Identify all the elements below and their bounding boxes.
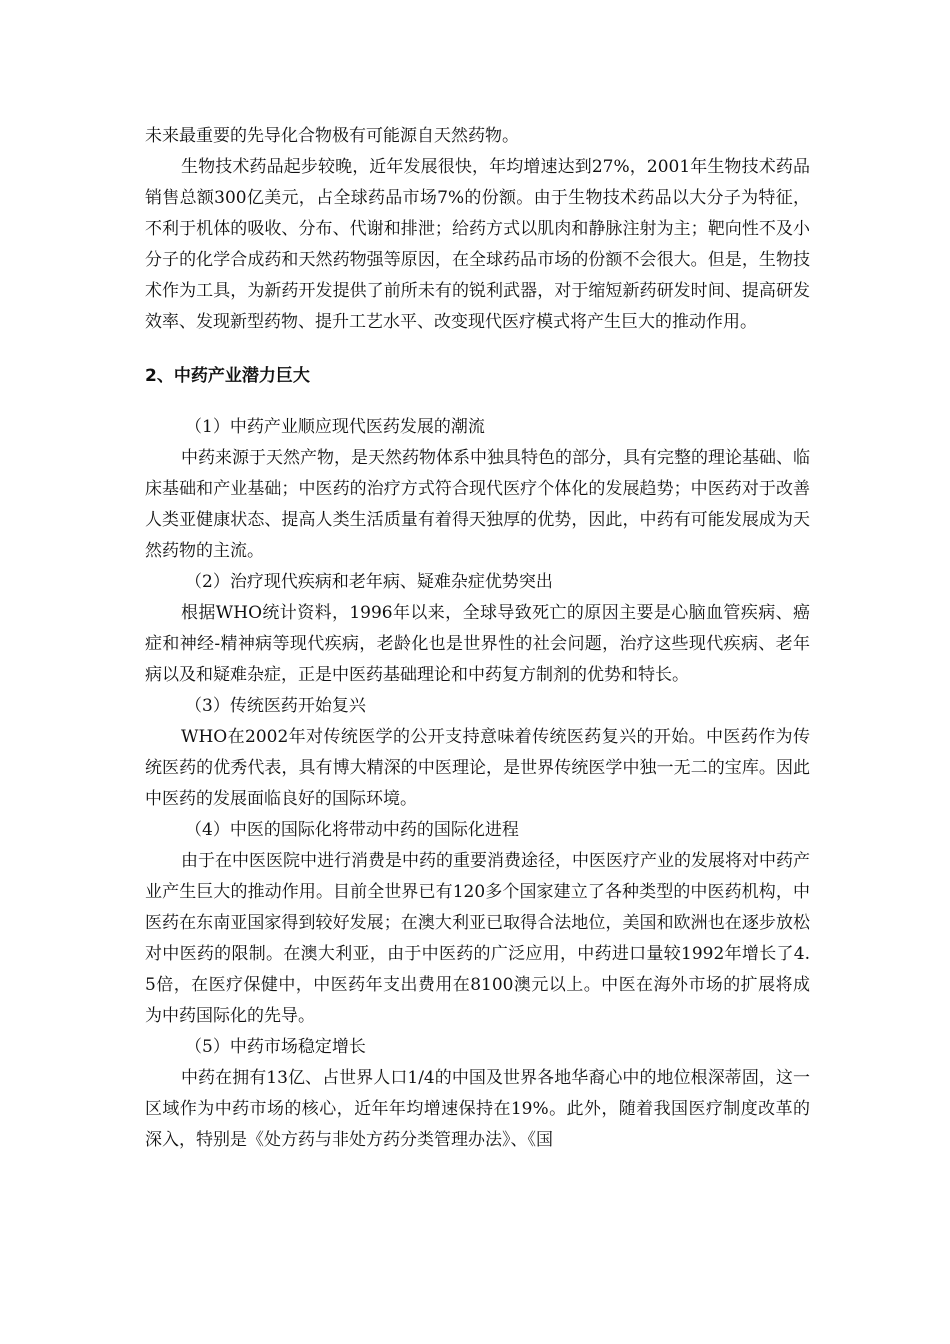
subsection-title-5: （5）中药市场稳定增长 (185, 1037, 366, 1057)
subsection-title-4: （4）中医的国际化将带动中药的国际化进程 (185, 820, 519, 840)
subsection-body-5: 中药在拥有13亿、占世界人口1/4的中国及世界各地华裔心中的地位根深蒂固，这一区域作为中药市场的核心，近年年均增速保持在19%。此外，随着我国医疗制度改革的深入，特别是《处方药与非处方药分类管理办法》、《国 (145, 1068, 810, 1150)
paragraph-lead-compounds: 未来最重要的先导化合物极有可能源自天然药物。 (145, 126, 519, 146)
subsection-title-1: （1）中药产业顺应现代医药发展的潮流 (185, 417, 485, 437)
subsection-body-1: 中药来源于天然产物，是天然药物体系中独具特色的部分，具有完整的理论基础、临床基础和产业基础；中医药的治疗方式符合现代医疗个体化的发展趋势；中医药对于改善人类亚健康状态、提高人类生活质量有着得天独厚的优势，因此，中药有可能发展成为天然药物的主流。 (145, 448, 810, 561)
subsection-body-4: 由于在中医医院中进行消费是中药的重要消费途径，中医医疗产业的发展将对中药产业产生巨大的推动作用。目前全世界已有120多个国家建立了各种类型的中医药机构，中医药在东南亚国家得到较好发展；在澳大利亚已取得合法地位，美国和欧洲也在逐步放松对中医药的限制。在澳大利亚，由于中医药的广泛应用，中药进口量较1992年增长了4.5倍，在医疗保健中，中医药年支出费用在8100澳元以上。中医在海外市场的扩展将成为中药国际化的先导。 (145, 851, 810, 1026)
document-page (145, 121, 810, 1156)
subsection-body-2: 根据WHO统计资料，1996年以来，全球导致死亡的原因主要是心脑血管疾病、癌症和神经-精神病等现代疾病，老龄化也是世界性的社会问题，治疗这些现代疾病、老年病以及和疑难杂症，正是中医药基础理论和中药复方制剂的优势和特长。 (145, 603, 810, 685)
subsection-title-2: （2）治疗现代疾病和老年病、疑难杂症优势突出 (185, 572, 553, 592)
paragraph-biotech-drugs: 生物技术药品起步较晚，近年发展很快，年均增速达到27%，2001年生物技术药品销售总额300亿美元，占全球药品市场7%的份额。由于生物技术药品以大分子为特征，不利于机体的吸收、分布、代谢和排泄；给药方式以肌肉和静脉注射为主；靶向性不及小分子的化学合成药和天然药物强等原因，在全球药品市场的份额不会很大。但是，生物技术作为工具，为新药开发提供了前所未有的锐利武器，对于缩短新药研发时间、提高研发效率、发现新型药物、提升工艺水平、改变现代医疗模式将产生巨大的推动作用。 (145, 157, 810, 332)
section-heading: 2、中药产业潜力巨大 (145, 366, 310, 386)
subsection-title-3: （3）传统医药开始复兴 (185, 696, 366, 716)
subsection-body-3: WHO在2002年对传统医学的公开支持意味着传统医药复兴的开始。中医药作为传统医药的优秀代表，具有博大精深的中医理论，是世界传统医学中独一无二的宝库。因此中医药的发展面临良好的国际环境。 (145, 727, 810, 809)
